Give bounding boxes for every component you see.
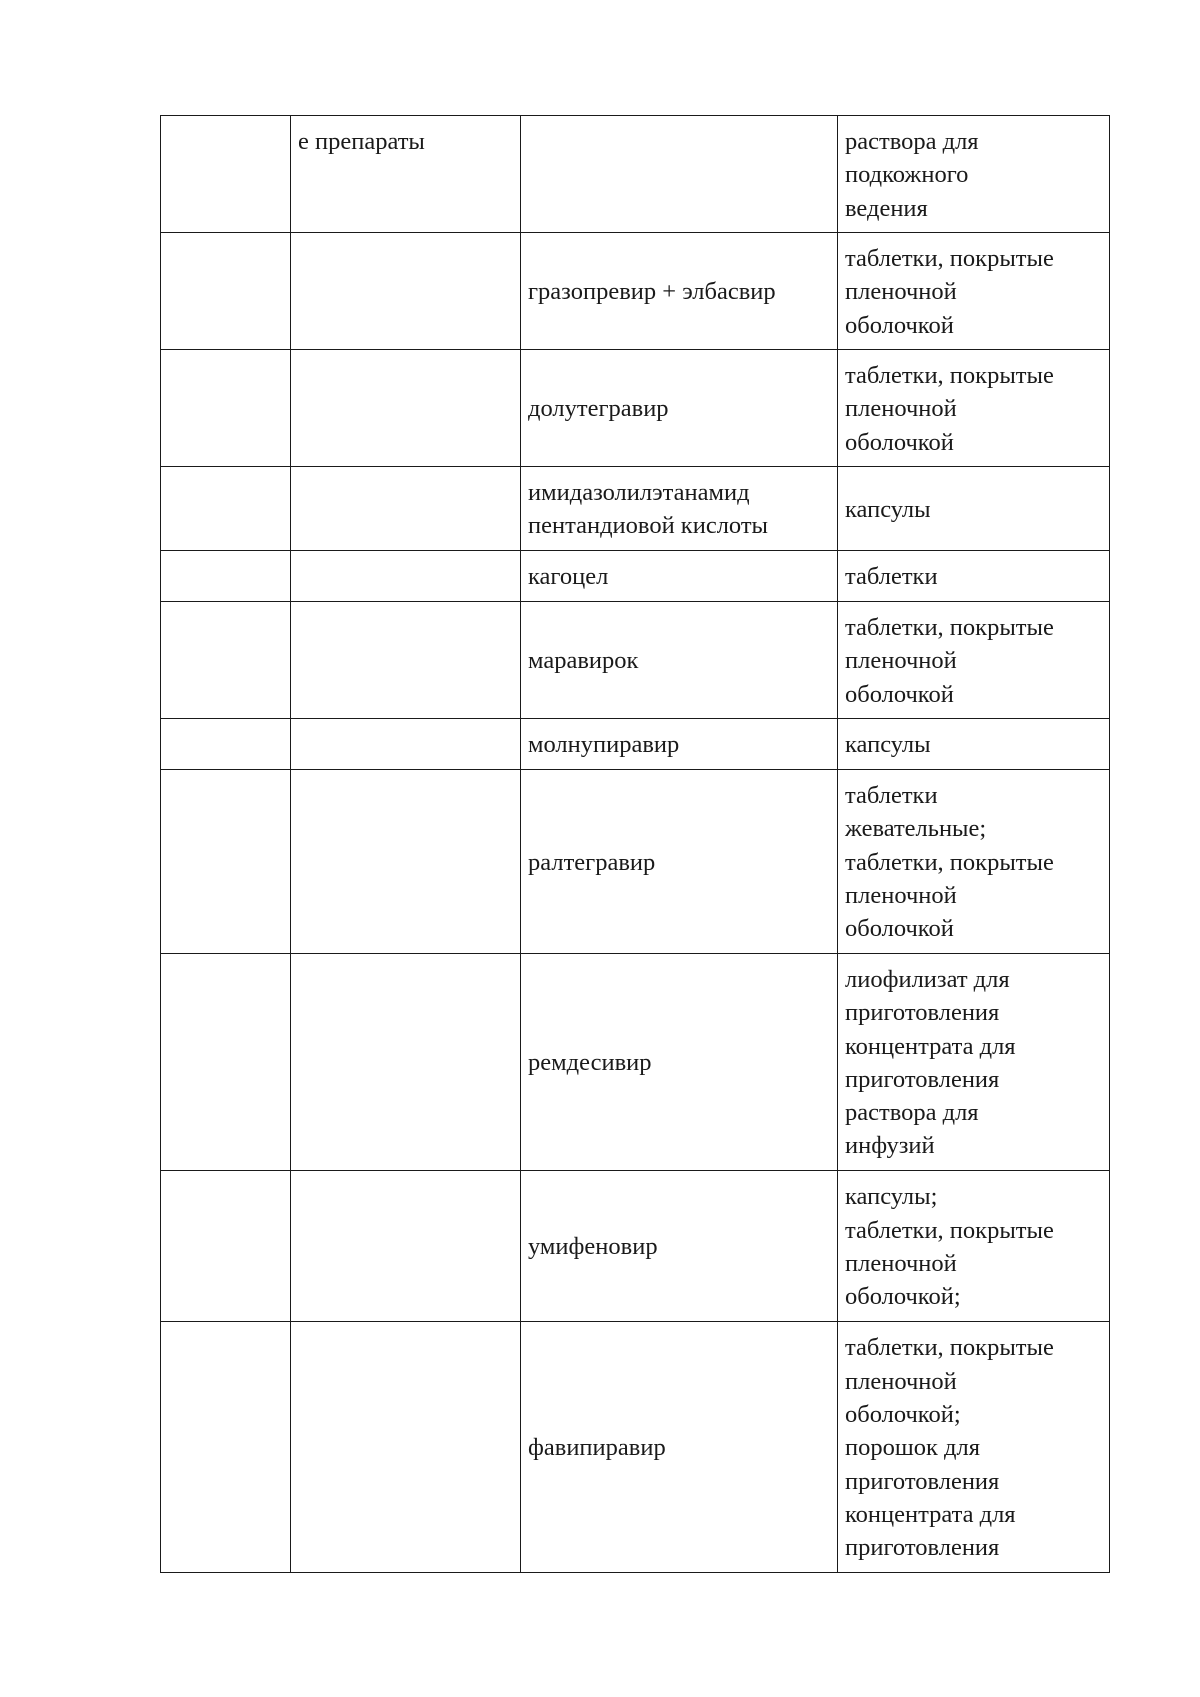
cell-group [291,1170,521,1321]
cell-form: капсулы; таблетки, покрытые пленочной оболочкой; [838,1170,1110,1321]
table-row [161,116,1110,233]
table-row [161,1321,1110,1572]
cell-drug: ралтегравир [521,769,838,953]
cell-drug: гразопревир + элбасвир [521,232,838,349]
cell-drug: долутегравир [521,349,838,466]
table-body [161,116,1110,1573]
cell-form: таблетки, покрытые пленочной оболочкой [838,232,1110,349]
cell-form: таблетки, покрытые пленочной оболочкой [838,349,1110,466]
table-row [161,718,1110,769]
cell-code [161,1170,291,1321]
cell-drug: умифеновир [521,1170,838,1321]
table-row [161,349,1110,466]
cell-form: таблетки, покрытые пленочной оболочкой [838,601,1110,718]
table-row [161,769,1110,953]
cell-group: е препараты [291,116,521,233]
drug-table [160,115,1110,1573]
cell-form: таблетки [838,550,1110,601]
cell-code [161,1321,291,1572]
cell-code [161,718,291,769]
cell-group [291,718,521,769]
cell-group [291,601,521,718]
cell-drug: маравирок [521,601,838,718]
cell-code [161,550,291,601]
cell-group [291,349,521,466]
cell-form: капсулы [838,466,1110,550]
cell-drug: молнупиравир [521,718,838,769]
cell-group [291,769,521,953]
cell-form: таблетки жевательные; таблетки, покрытые пленочной оболочкой [838,769,1110,953]
cell-code [161,769,291,953]
cell-group [291,232,521,349]
table-row [161,953,1110,1170]
cell-form: раствора для подкожного ведения [838,116,1110,233]
table-row [161,550,1110,601]
table-row [161,1170,1110,1321]
cell-form: лиофилизат для приготовления концентрата для приготовления раствора для инфузий [838,953,1110,1170]
table-row [161,601,1110,718]
cell-drug [521,116,838,233]
table-row [161,232,1110,349]
cell-code [161,232,291,349]
cell-drug: кагоцел [521,550,838,601]
cell-group [291,550,521,601]
cell-code [161,116,291,233]
cell-drug: ремдесивир [521,953,838,1170]
cell-group [291,1321,521,1572]
cell-form: капсулы [838,718,1110,769]
cell-drug: имидазолилэтанамид пентандиовой кислоты [521,466,838,550]
cell-group [291,953,521,1170]
cell-code [161,953,291,1170]
cell-code [161,349,291,466]
cell-code [161,466,291,550]
cell-group [291,466,521,550]
table-row [161,466,1110,550]
cell-form: таблетки, покрытые пленочной оболочкой; порошок для приготовления концентрата для приготовления [838,1321,1110,1572]
cell-drug: фавипиравир [521,1321,838,1572]
cell-code [161,601,291,718]
